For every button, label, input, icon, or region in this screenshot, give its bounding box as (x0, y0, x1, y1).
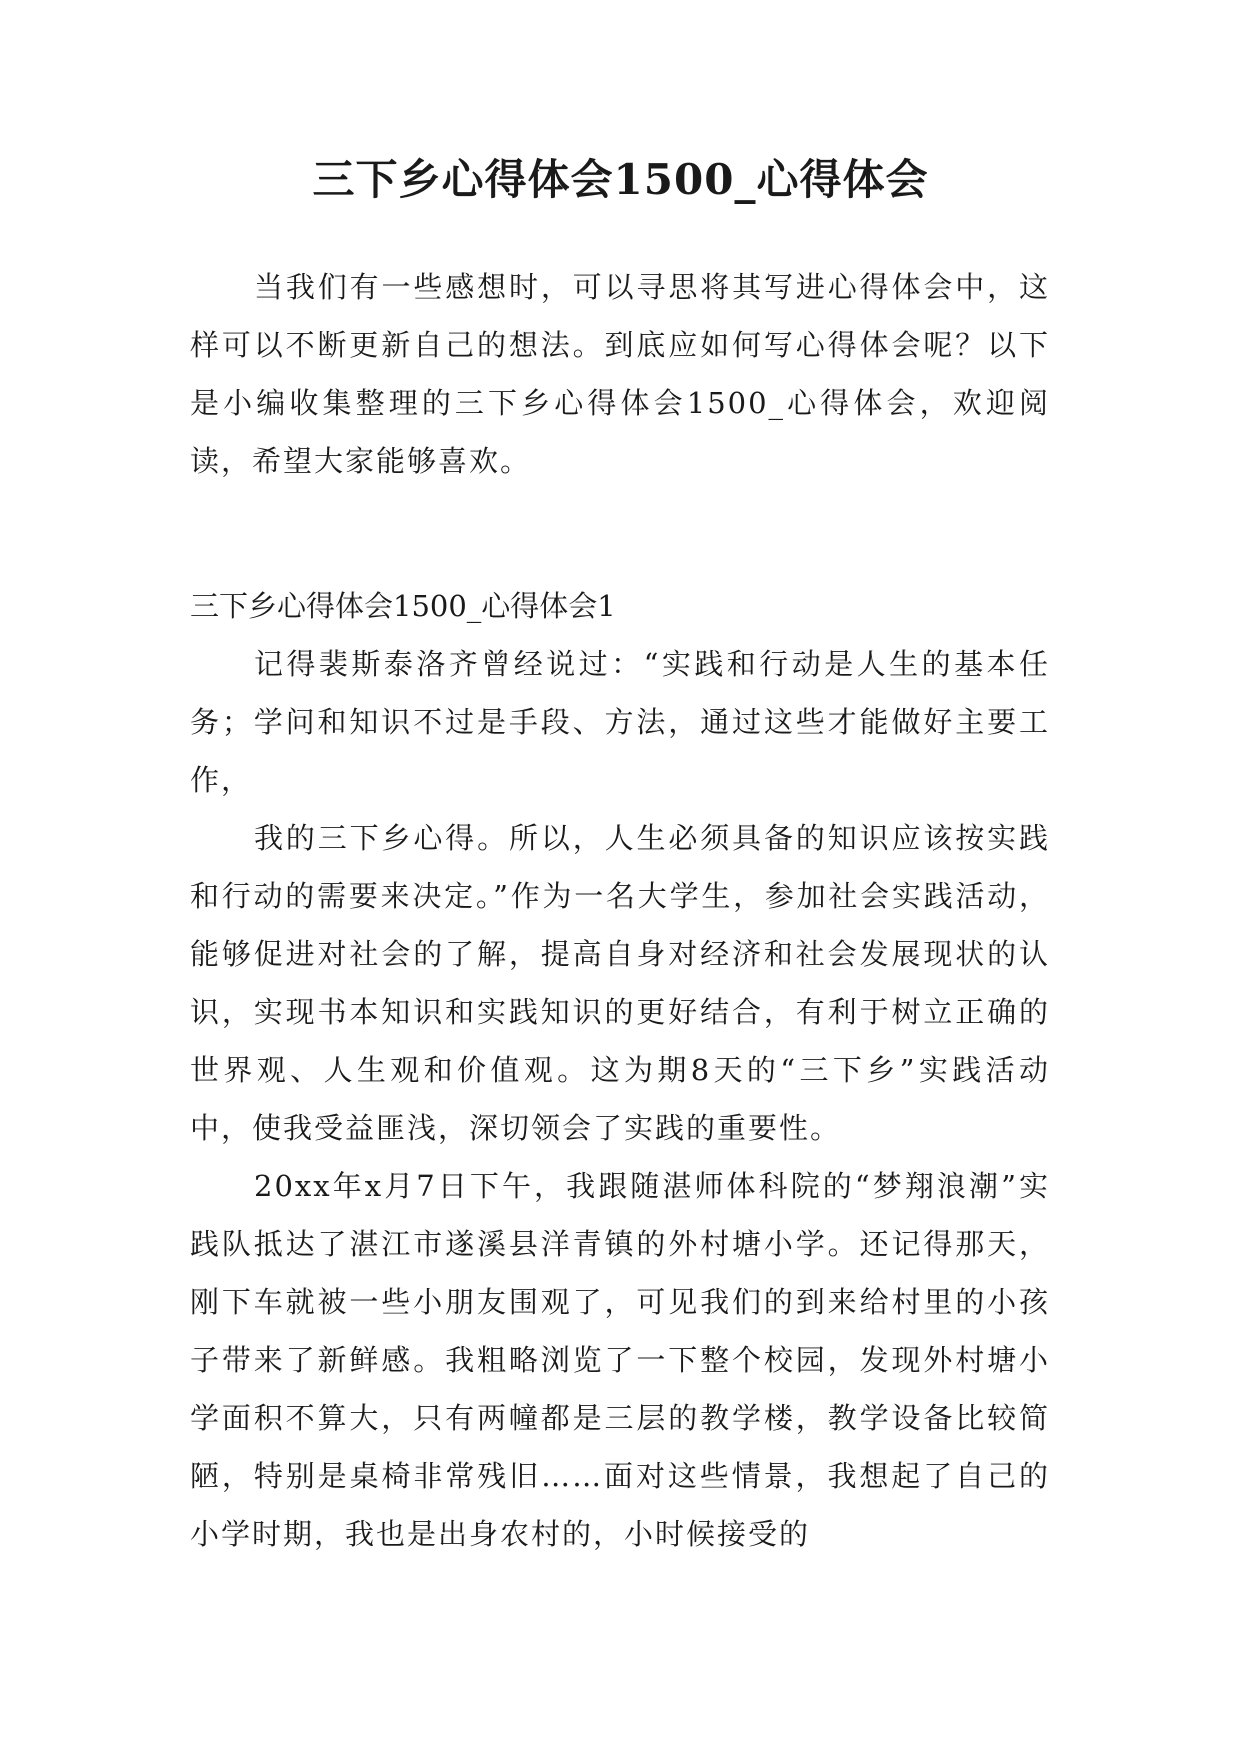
section-body (190, 635, 1050, 1563)
section-heading: 三下乡心得体会1500_心得体会1 (190, 589, 616, 623)
body-paragraph-2: 我的三下乡心得。所以，人生必须具备的知识应该按实践和行动的需要来决定。”作为一名大学生，参加社会实践活动，能够促进对社会的了解，提高自身对经济和社会发展现状的认识，实现书本知识和实践知识的更好结合，有利于树立正确的世界观、人生观和价值观。这为期8天的“三下乡”实践活动中，使我受益匪浅，深切领会了实践的重要性。 (190, 821, 1050, 1145)
document-title: 三下乡心得体会1500_心得体会 (312, 155, 929, 204)
body-paragraph-1: 记得裴斯泰洛齐曾经说过：“实践和行动是人生的基本任务；学问和知识不过是手段、方法，通过这些才能做好主要工作， (190, 647, 1050, 797)
body-paragraph-3: 20xx年x月7日下午，我跟随湛师体科院的“梦翔浪潮”实践队抵达了湛江市遂溪县洋青镇的外村塘小学。还记得那天，刚下车就被一些小朋友围观了，可见我们的到来给村里的小孩子带来了新鲜感。我粗略浏览了一下整个校园，发现外村塘小学面积不算大，只有两幢都是三层的教学楼，教学设备比较简陋，特别是桌椅非常残旧……面对这些情景，我想起了自己的小学时期，我也是出身农村的，小时候接受的 (190, 1169, 1050, 1551)
intro-paragraph: 当我们有一些感想时，可以寻思将其写进心得体会中，这样可以不断更新自己的想法。到底应如何写心得体会呢？以下是小编收集整理的三下乡心得体会1500_心得体会，欢迎阅读，希望大家能够喜欢。 (190, 270, 1050, 478)
